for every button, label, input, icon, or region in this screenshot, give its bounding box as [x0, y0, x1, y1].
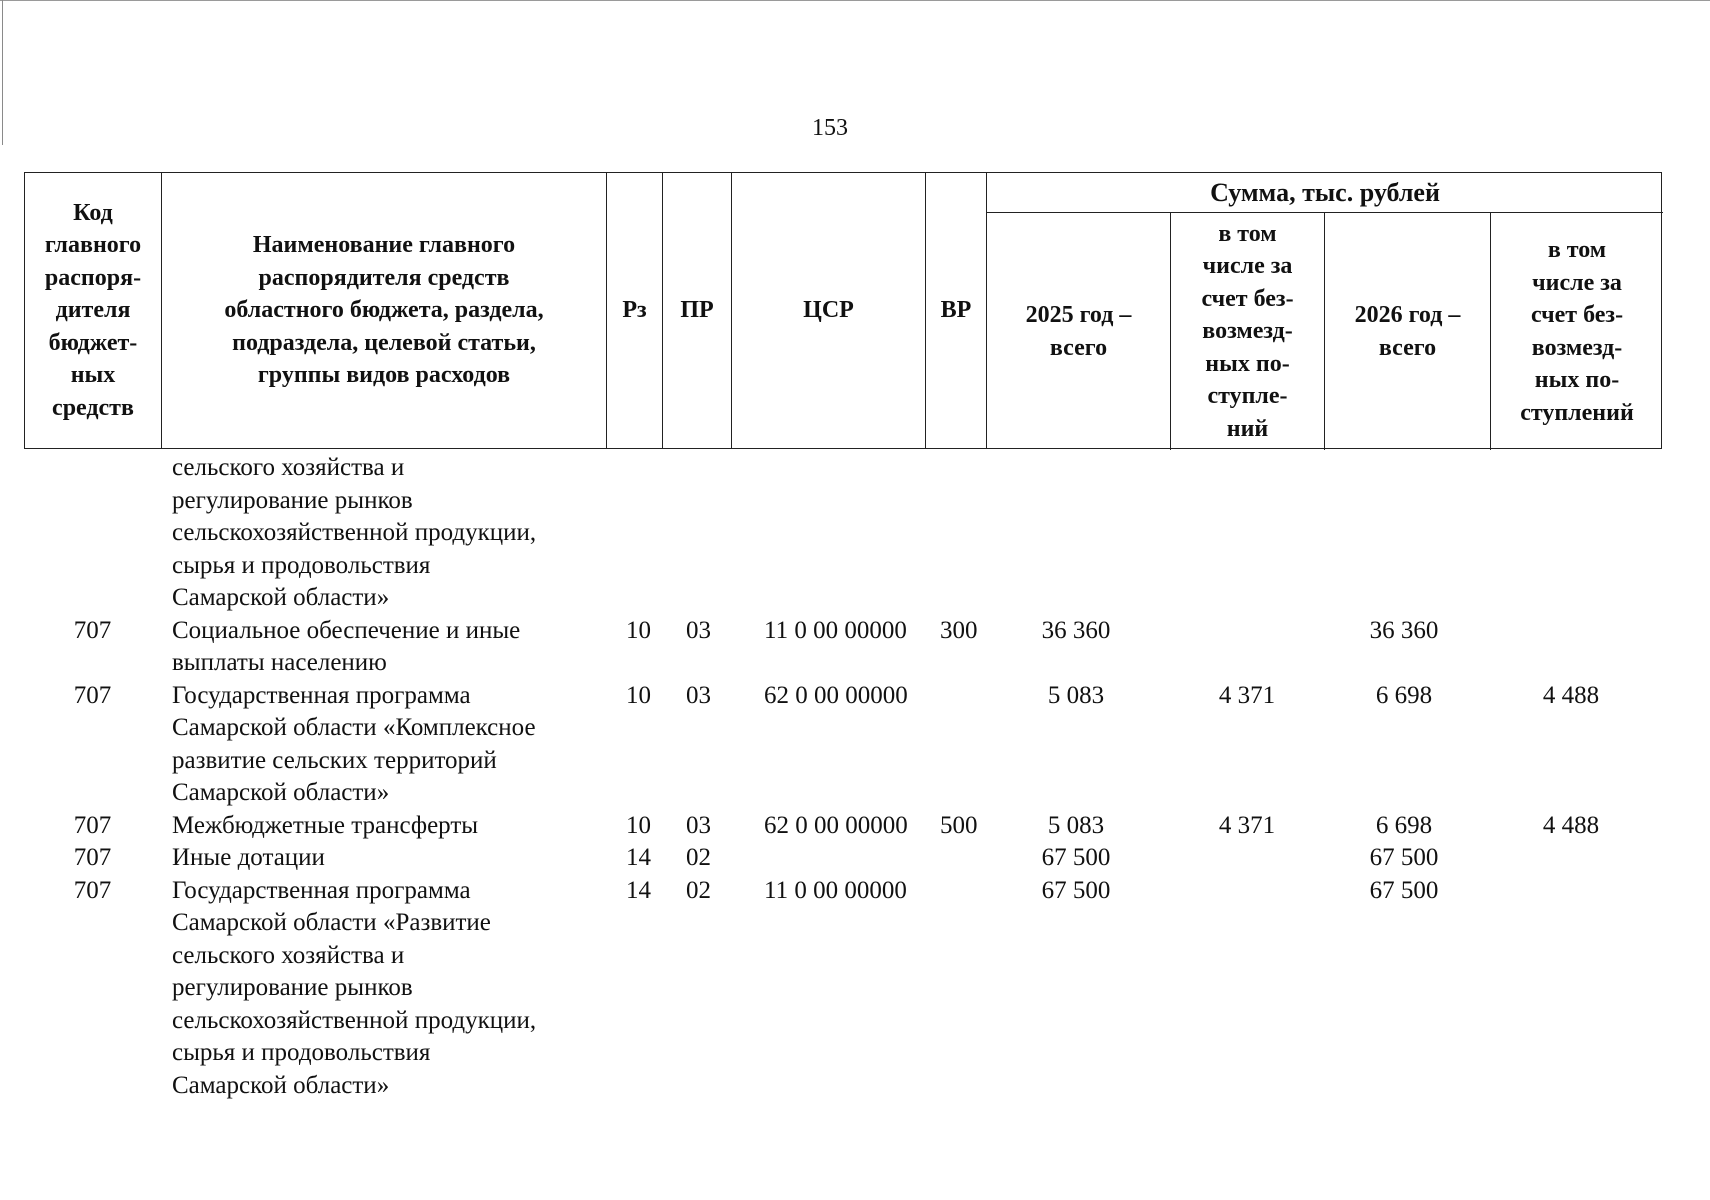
- header-text-line: числе за: [1532, 269, 1622, 296]
- header-text-line: распоря-: [44, 264, 142, 291]
- row-2026-total: 6 698: [1375, 811, 1433, 839]
- table-row: [24, 875, 1662, 1103]
- header-name: [162, 173, 607, 448]
- row-name: [172, 680, 617, 810]
- table-header: [24, 172, 1662, 449]
- row-2025-incl: 4 371: [1218, 681, 1276, 709]
- row-name-line: сырья и продовольствия: [172, 1039, 431, 1066]
- header-text-line: Код: [73, 199, 113, 226]
- header-text-line: бюджет-: [48, 329, 138, 356]
- row-2026-total: 67 500: [1369, 844, 1439, 871]
- header-text-line: средств: [52, 394, 134, 421]
- row-pr: 03: [686, 811, 711, 839]
- table-body: [24, 452, 1662, 1102]
- row-code: 707: [73, 681, 112, 709]
- header-2026-total: [1325, 213, 1491, 450]
- row-2026-incl: 4 488: [1542, 681, 1600, 709]
- header-vr: ВР: [926, 173, 987, 448]
- row-name-line: развитие сельских территорий: [172, 746, 497, 774]
- row-2026-total: 36 360: [1369, 616, 1439, 644]
- header-text-line: возмезд-: [1202, 318, 1293, 345]
- row-code: 707: [73, 876, 112, 904]
- row-csr: 62 0 00 00000: [764, 811, 908, 839]
- header-text-line: ных: [70, 362, 116, 389]
- row-2026-incl: 4 488: [1542, 811, 1600, 839]
- row-rz: 10: [626, 681, 651, 709]
- row-2025-total: 36 360: [1041, 616, 1111, 644]
- row-name-line: Межбюджетные трансферты: [172, 811, 479, 839]
- header-rz: Рз: [607, 173, 663, 448]
- header-text-line: всего: [1049, 334, 1108, 361]
- row-pr: 02: [686, 844, 711, 871]
- page-number: 153: [812, 115, 848, 141]
- scan-edge-left: [2, 0, 3, 145]
- header-text-line: ступле-: [1207, 383, 1288, 410]
- header-text-line: ний: [1226, 415, 1269, 442]
- header-text-line: ных по-: [1205, 350, 1290, 377]
- row-name: [172, 615, 617, 680]
- row-rz: 10: [626, 811, 651, 839]
- row-name-line: сельскохозяйственной продукции,: [172, 1006, 537, 1034]
- header-text-line: 2026 год –: [1354, 302, 1461, 328]
- row-2025-total: 67 500: [1041, 876, 1111, 904]
- header-csr: ЦСР: [732, 173, 926, 448]
- row-vr: 500: [940, 811, 978, 839]
- row-name-line: Самарской области «Комплексное: [172, 714, 536, 741]
- row-pr: 03: [686, 616, 711, 644]
- row-code: 707: [73, 844, 112, 871]
- row-2025-total: 67 500: [1041, 844, 1111, 871]
- header-sum-title: Сумма, тыс. рублей: [987, 173, 1663, 213]
- row-name-line: сельского хозяйства и: [172, 941, 405, 969]
- row-name: [172, 452, 617, 615]
- row-vr: 300: [940, 616, 978, 644]
- header-text-line: возмезд-: [1531, 334, 1623, 361]
- header-text-line: всего: [1378, 334, 1437, 361]
- header-2025-total: [987, 213, 1171, 450]
- row-name-line: Самарской области «Развитие: [172, 909, 491, 936]
- table-row: [24, 680, 1662, 810]
- header-text-line: ных по-: [1534, 367, 1620, 393]
- row-name-line: Иные дотации: [172, 844, 325, 871]
- row-name-line: выплаты населению: [172, 649, 387, 676]
- row-code: 707: [73, 616, 112, 644]
- table-row: [24, 842, 1662, 875]
- header-text-line: подраздела, целевой статьи,: [232, 329, 536, 356]
- row-name-line: сырья и продовольствия: [172, 551, 431, 579]
- row-pr: 02: [686, 876, 711, 904]
- header-text-line: областного бюджета, раздела,: [224, 297, 544, 324]
- row-name: [172, 842, 617, 875]
- row-pr: 03: [686, 681, 711, 709]
- row-rz: 14: [626, 876, 651, 904]
- row-name-line: сельскохозяйственной продукции,: [172, 519, 537, 546]
- row-name-line: Государственная программа: [172, 876, 471, 904]
- row-name-line: Самарской области»: [172, 1071, 390, 1099]
- row-name-line: Самарской области»: [172, 779, 390, 806]
- header-2025-incl: [1171, 213, 1325, 450]
- row-name: [172, 875, 617, 1103]
- row-2026-total: 67 500: [1369, 876, 1439, 904]
- row-name-line: регулирование рынков: [172, 974, 413, 1001]
- header-text-line: ступлений: [1520, 399, 1634, 426]
- scan-edge-top: [0, 0, 1710, 1]
- header-text-line: дителя: [55, 297, 131, 324]
- row-csr: 62 0 00 00000: [764, 681, 908, 709]
- table-row: [24, 452, 1662, 615]
- table-row: [24, 810, 1662, 843]
- row-rz: 10: [626, 616, 651, 644]
- header-text-line: в том: [1547, 237, 1607, 263]
- header-text-line: распорядителя средств: [258, 264, 510, 291]
- row-name-line: Государственная программа: [172, 681, 471, 709]
- table-row: [24, 615, 1662, 680]
- header-pr: ПР: [663, 173, 732, 448]
- header-code: [25, 173, 162, 448]
- header-text-line: главного: [44, 232, 142, 259]
- header-text-line: счет без-: [1530, 302, 1624, 328]
- row-name-line: регулирование рынков: [172, 486, 413, 514]
- row-name-line: сельского хозяйства и: [172, 454, 405, 481]
- row-name-line: Социальное обеспечение и иные: [172, 616, 521, 644]
- row-code: 707: [73, 811, 112, 839]
- row-2025-total: 5 083: [1047, 811, 1105, 839]
- header-text-line: числе за: [1202, 253, 1293, 280]
- header-text-line: 2025 год –: [1025, 302, 1132, 328]
- header-2026-incl: [1491, 213, 1663, 450]
- row-2025-incl: 4 371: [1218, 811, 1276, 839]
- row-name: [172, 810, 617, 843]
- row-rz: 14: [626, 844, 651, 871]
- header-text-line: группы видов расходов: [257, 362, 511, 389]
- row-csr: 11 0 00 00000: [764, 616, 907, 644]
- row-2025-total: 5 083: [1047, 681, 1105, 709]
- header-text-line: счет без-: [1201, 285, 1294, 312]
- row-name-line: Самарской области»: [172, 584, 390, 611]
- header-text-line: в том: [1218, 220, 1277, 247]
- header-text-line: Наименование главного: [252, 232, 516, 259]
- row-2026-total: 6 698: [1375, 681, 1433, 709]
- row-csr: 11 0 00 00000: [764, 876, 907, 904]
